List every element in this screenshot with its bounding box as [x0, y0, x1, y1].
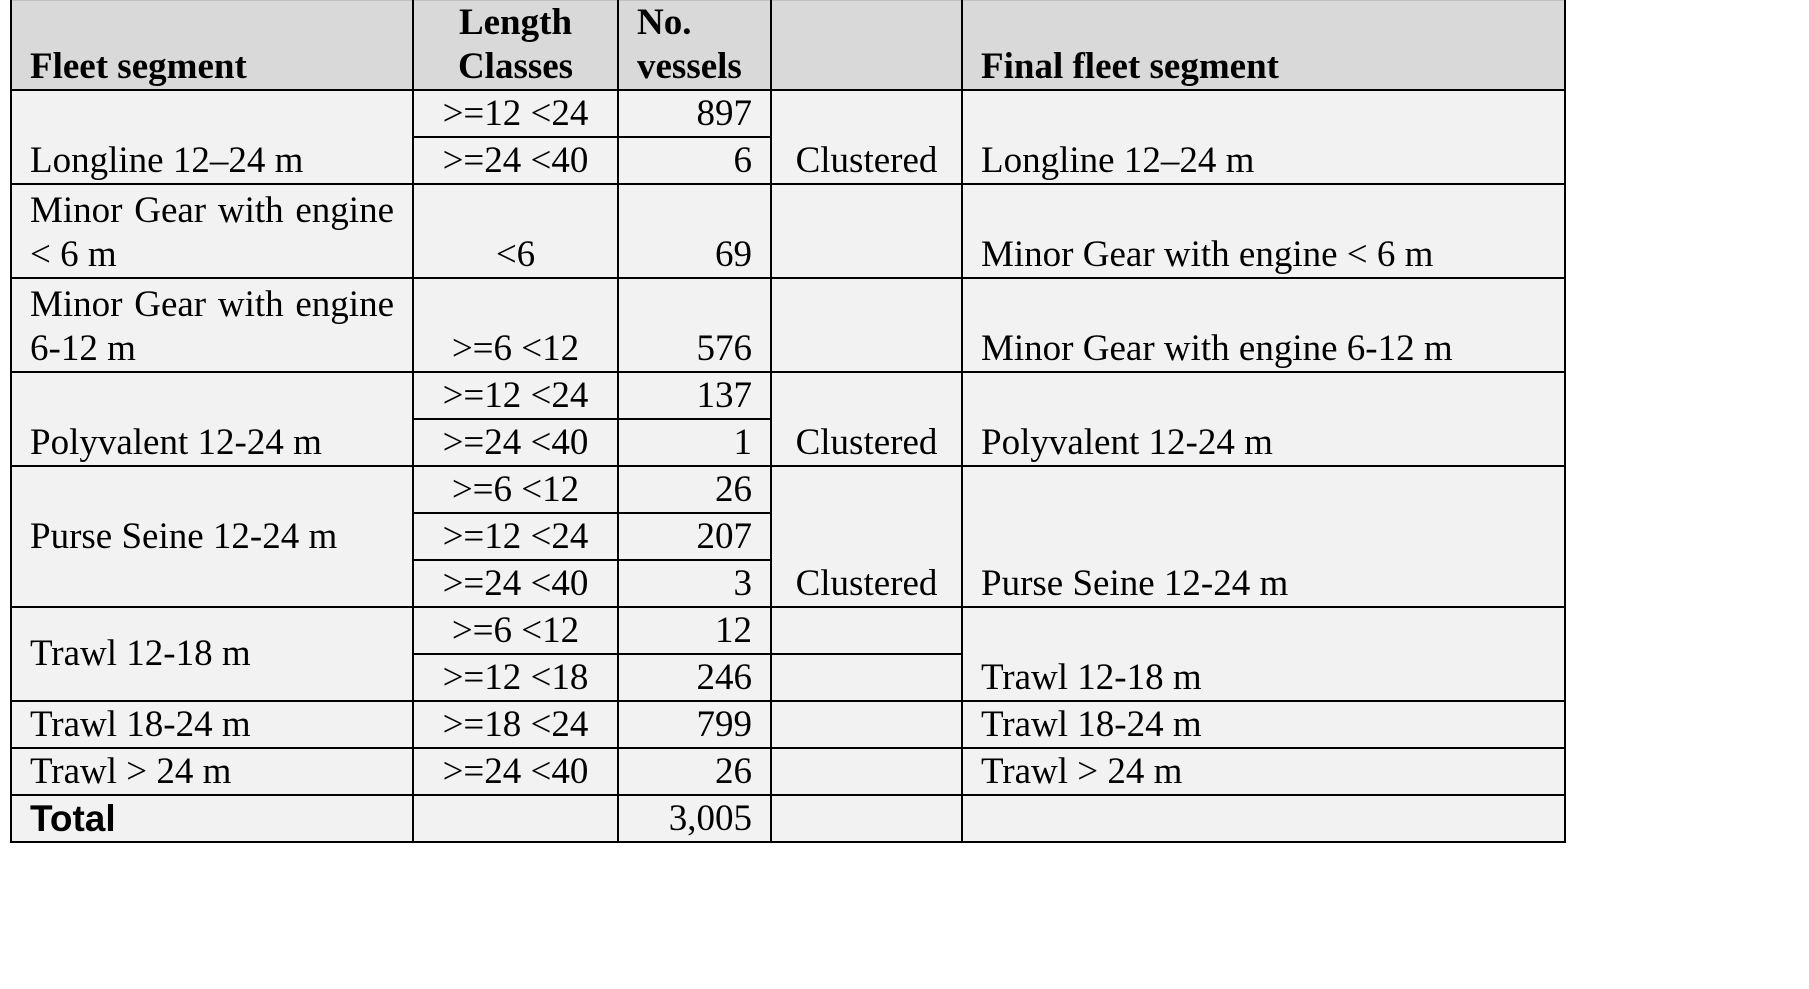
table-header-row	[11, 1, 1565, 91]
total-final-empty	[962, 795, 1565, 842]
header-no-vessels	[618, 1, 771, 91]
note-empty	[771, 748, 962, 795]
length-class-cell: >=6 <12	[413, 466, 618, 513]
table-row	[11, 184, 1565, 278]
fleet-segment-table	[10, 0, 1566, 843]
length-class-cell: >=12 <24	[413, 513, 618, 560]
segment-polyvalent: Polyvalent 12-24 m	[11, 372, 413, 466]
total-length-empty	[413, 795, 618, 842]
header-fleet-segment: Fleet segment	[11, 1, 413, 91]
length-class-cell: >=24 <40	[413, 560, 618, 607]
vessels-cell: 576	[618, 278, 771, 372]
vessels-cell: 246	[618, 654, 771, 701]
table-row	[11, 278, 1565, 372]
final-segment-trawl-18-24: Trawl 18-24 m	[962, 701, 1565, 748]
note-empty	[771, 184, 962, 278]
note-clustered: Clustered	[771, 466, 962, 607]
note-clustered: Clustered	[771, 90, 962, 184]
note-empty	[771, 654, 962, 701]
length-class-cell: >=12 <24	[413, 372, 618, 419]
note-empty	[771, 278, 962, 372]
total-label: Total	[11, 795, 413, 842]
table-row	[11, 748, 1565, 795]
final-segment-minor-gear-6-12: Minor Gear with engine 6-12 m	[962, 278, 1565, 372]
vessels-cell: 897	[618, 90, 771, 137]
length-class-cell: >=6 <12	[413, 607, 618, 654]
vessels-cell: 799	[618, 701, 771, 748]
final-segment-polyvalent: Polyvalent 12-24 m	[962, 372, 1565, 466]
length-class-cell: >=24 <40	[413, 137, 618, 184]
segment-purse-seine: Purse Seine 12-24 m	[11, 466, 413, 607]
segment-minor-gear-6-12: Minor Gear with engine 6-12 m	[11, 278, 413, 372]
length-class-cell: >=6 <12	[413, 278, 618, 372]
vessels-cell: 3	[618, 560, 771, 607]
table-row	[11, 466, 1565, 513]
vessels-cell: 207	[618, 513, 771, 560]
vessels-cell: 26	[618, 466, 771, 513]
length-class-cell: >=18 <24	[413, 701, 618, 748]
length-class-cell: >=24 <40	[413, 419, 618, 466]
header-note	[771, 1, 962, 91]
note-empty	[771, 701, 962, 748]
header-length-classes	[413, 1, 618, 91]
length-class-cell: <6	[413, 184, 618, 278]
table-row	[11, 90, 1565, 137]
length-class-cell: >=12 <24	[413, 90, 618, 137]
segment-trawl-12-18: Trawl 12-18 m	[11, 607, 413, 701]
final-segment-trawl-12-18: Trawl 12-18 m	[962, 607, 1565, 701]
segment-minor-gear-lt6: Minor Gear with engine < 6 m	[11, 184, 413, 278]
note-empty	[771, 795, 962, 842]
table-row	[11, 701, 1565, 748]
segment-longline: Longline 12–24 m	[11, 90, 413, 184]
final-segment-purse-seine: Purse Seine 12-24 m	[962, 466, 1565, 607]
vessels-cell: 1	[618, 419, 771, 466]
header-length-classes-line1: Length	[458, 2, 573, 43]
header-length-classes-line2: Classes	[457, 46, 574, 87]
length-class-cell: >=24 <40	[413, 748, 618, 795]
length-class-cell: >=12 <18	[413, 654, 618, 701]
final-segment-minor-gear-lt6: Minor Gear with engine < 6 m	[962, 184, 1565, 278]
note-clustered: Clustered	[771, 372, 962, 466]
vessels-cell: 12	[618, 607, 771, 654]
header-no-vessels-line2: vessels	[637, 46, 742, 87]
final-segment-longline: Longline 12–24 m	[962, 90, 1565, 184]
total-vessels: 3,005	[618, 795, 771, 842]
note-empty	[771, 607, 962, 654]
total-row	[11, 795, 1565, 842]
vessels-cell: 26	[618, 748, 771, 795]
vessels-cell: 69	[618, 184, 771, 278]
segment-trawl-18-24: Trawl 18-24 m	[11, 701, 413, 748]
vessels-cell: 137	[618, 372, 771, 419]
vessels-cell: 6	[618, 137, 771, 184]
final-segment-trawl-gt24: Trawl > 24 m	[962, 748, 1565, 795]
table-row	[11, 372, 1565, 419]
header-no-vessels-line1: No.	[637, 2, 692, 43]
header-final-fleet-segment: Final fleet segment	[962, 1, 1565, 91]
table-row	[11, 607, 1565, 654]
segment-trawl-gt24: Trawl > 24 m	[11, 748, 413, 795]
